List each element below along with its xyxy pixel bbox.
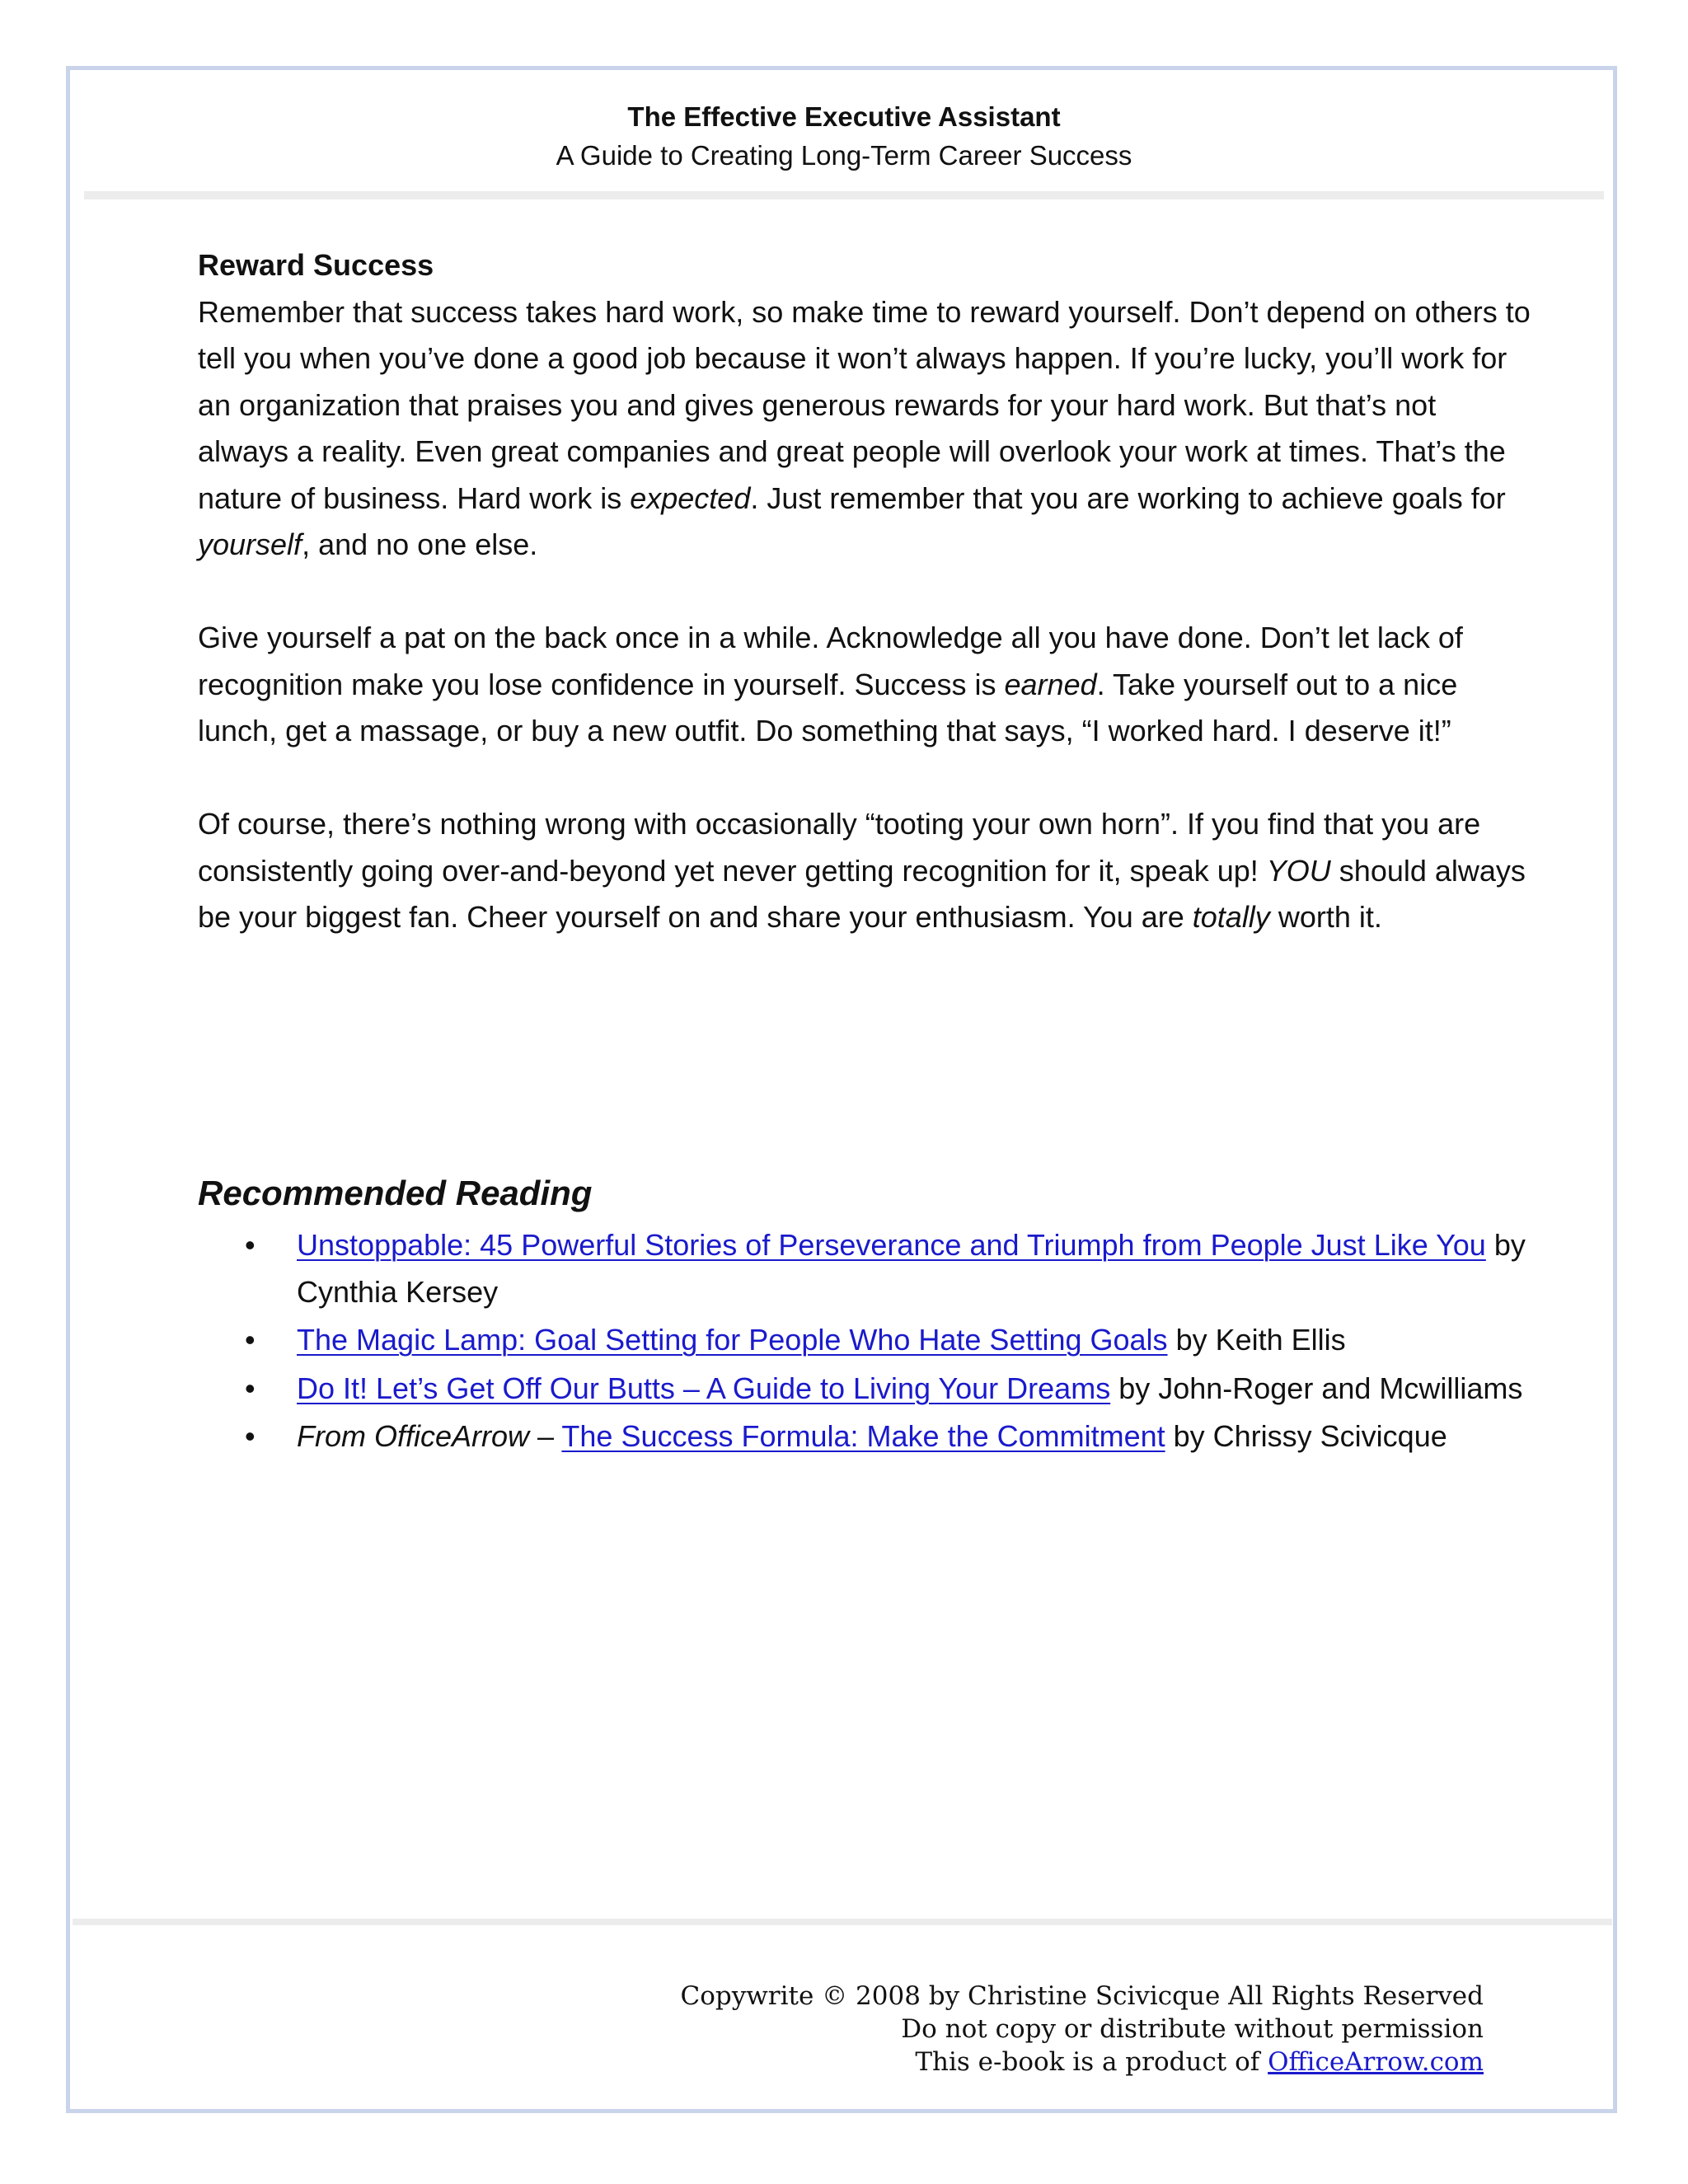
bullet-icon: • <box>245 1419 256 1453</box>
paragraph-1-emphasis-2: yourself <box>198 527 302 561</box>
book-link-unstoppable[interactable]: Unstoppable: 45 Powerful Stories of Perseverance and Triumph from People Just Like You <box>297 1228 1486 1262</box>
paragraph-1-text-c: , and no one else. <box>302 527 538 561</box>
paragraph-2-text-a: Give yourself a pat on the back once in a while. Acknowledge all you have done. Don’t let lack of recognition make you lose confidence in yourself. Success is <box>198 621 1463 701</box>
product-notice-text: This e-book is a product of <box>915 2047 1268 2077</box>
book-author: by John-Roger and Mcwilliams <box>1110 1371 1523 1405</box>
paragraph-3-text-a: Of course, there’s nothing wrong with occasionally “tooting your own horn”. If you find that you are consistently going over-and-beyond yet never getting recognition for it, speak up! <box>198 807 1481 888</box>
source-label: From OfficeArrow <box>297 1419 530 1453</box>
product-notice <box>681 2046 1484 2079</box>
paragraph-3-text-c: worth it. <box>1269 900 1382 934</box>
list-item <box>198 1222 1533 1315</box>
footer-divider <box>73 1919 1612 1925</box>
paragraph-1 <box>198 289 1533 569</box>
book-title: The Effective Executive Assistant <box>627 101 1061 132</box>
bullet-icon: • <box>245 1371 256 1405</box>
list-item <box>198 1366 1533 1413</box>
header-divider <box>84 191 1604 199</box>
bullet-icon: • <box>245 1228 256 1262</box>
paragraph-1-text-b: . Just remember that you are working to achieve goals for <box>750 480 1506 515</box>
paragraph-2-emphasis-1: earned <box>1004 667 1097 701</box>
paragraph-3-emphasis-2: totally <box>1192 900 1270 934</box>
book-author: by Chrissy Scivicque <box>1165 1419 1447 1453</box>
copyright-notice: Copywrite © 2008 by Christine Scivicque All Rights Reserved <box>680 1981 1484 2011</box>
book-author: by Cynthia Kersey <box>297 1228 1526 1309</box>
paragraph-2 <box>198 615 1533 755</box>
source-dash: – <box>529 1419 562 1453</box>
page-footer <box>681 1980 1484 2079</box>
bullet-icon: • <box>245 1323 256 1357</box>
page-header <box>0 97 1688 175</box>
book-author: by Keith Ellis <box>1167 1323 1346 1357</box>
paragraph-3-emphasis-1: YOU <box>1266 853 1331 888</box>
paragraph-1-emphasis-1: expected <box>630 480 751 515</box>
list-item <box>198 1413 1533 1460</box>
book-link-do-it[interactable]: Do It! Let’s Get Off Our Butts – A Guide to Living Your Dreams <box>297 1371 1111 1405</box>
officearrow-link[interactable]: OfficeArrow.com <box>1268 2047 1484 2077</box>
paragraph-3 <box>198 801 1533 941</box>
recommended-reading-heading: Recommended Reading <box>198 1174 593 1212</box>
book-link-magic-lamp[interactable]: The Magic Lamp: Goal Setting for People Who Hate Setting Goals <box>297 1323 1168 1357</box>
book-subtitle: A Guide to Creating Long-Term Career Success <box>556 140 1132 171</box>
section-heading: Reward Success <box>198 248 434 282</box>
paragraph-2-text-b: . Take yourself out to a nice lunch, get a massage, or buy a new outfit. Do something that says, “I worked hard. I deserve it!” <box>198 667 1458 748</box>
list-item <box>198 1317 1533 1364</box>
main-content <box>198 242 1533 987</box>
recommended-reading-list <box>198 1222 1533 1462</box>
paragraph-3-text-b: should always be your biggest fan. Cheer yourself on and share your enthusiasm. You are <box>198 853 1526 934</box>
distribution-notice: Do not copy or distribute without permission <box>901 2014 1484 2044</box>
article-link-success-formula[interactable]: The Success Formula: Make the Commitment <box>561 1419 1165 1453</box>
paragraph-1-text-a: Remember that success takes hard work, so make time to reward yourself. Don’t depend on others to tell you when you’ve done a good job because it won’t always happen. If you’re lucky, you’ll work for an organization that praises you and gives generous rewards for your hard work. But that’s not always a reality. Even great companies and great people will overlook your work at times. That’s the nature of business. Hard work is <box>198 294 1531 515</box>
